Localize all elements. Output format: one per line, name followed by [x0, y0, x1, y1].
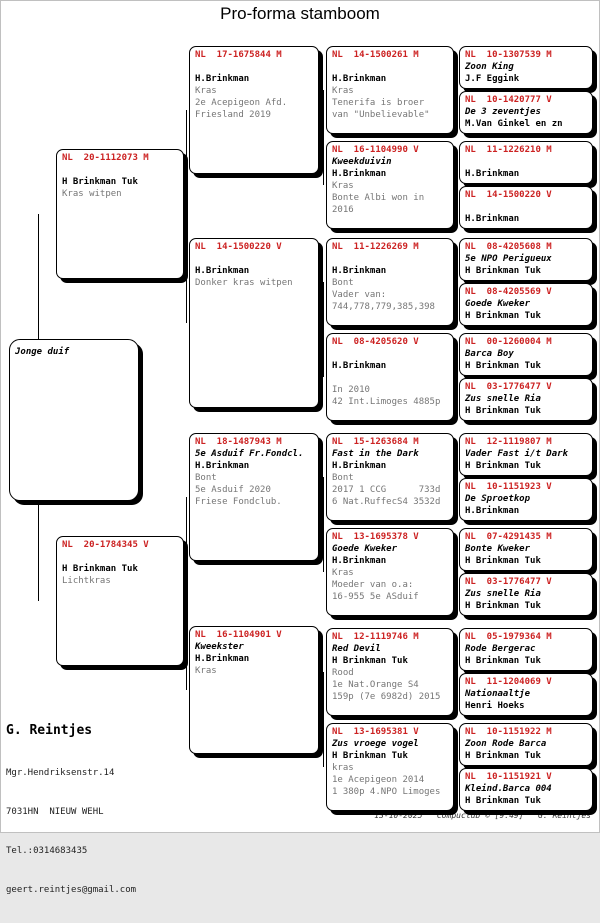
pigeon-name — [62, 165, 178, 177]
ring-number: NL 10-1420777 V — [465, 95, 552, 105]
owner-name: H.Brinkman — [332, 169, 387, 179]
owner-name: M.Van Ginkel en zn — [465, 119, 563, 129]
ring-number: NL 08-4205620 V — [332, 337, 419, 347]
pigeon-name: Kweekster — [195, 642, 244, 652]
pigeon-name: Bonte Kweker — [465, 544, 531, 554]
subject-box — [9, 339, 139, 501]
detail-line: Kras — [195, 666, 217, 676]
detail-line: Kras — [332, 86, 354, 96]
pedigree-box — [56, 536, 184, 666]
owner-name: H.Brinkman — [195, 74, 250, 84]
detail-line: Kras witpen — [62, 189, 122, 199]
owner-name: H.Brinkman — [332, 556, 387, 566]
pedigree-box — [326, 723, 454, 811]
connector-line — [456, 454, 457, 499]
footer-address-line: Mgr.Hendriksenstr.14 — [6, 768, 115, 778]
footer-owner-name: G. Reintjes — [6, 723, 93, 738]
connector-line — [456, 744, 457, 789]
connector-line — [323, 282, 324, 377]
detail-line: Bont — [332, 473, 354, 483]
owner-name: H Brinkman Tuk — [465, 796, 541, 806]
ring-number: NL 12-1119807 M — [465, 437, 552, 447]
pedigree-box — [459, 433, 593, 476]
pigeon-name — [332, 62, 448, 74]
ring-number: NL 10-1151923 V — [465, 482, 552, 492]
pigeon-name: De Sproetkop — [465, 494, 531, 504]
owner-name: H Brinkman Tuk — [465, 656, 541, 666]
pigeon-name — [332, 349, 448, 361]
pedigree-box — [459, 673, 593, 716]
pedigree-box — [189, 433, 319, 561]
owner-name: H.Brinkman — [332, 74, 387, 84]
pedigree-box — [459, 528, 593, 571]
connector-line — [456, 67, 457, 112]
owner-name: H Brinkman Tuk — [465, 556, 541, 566]
pigeon-name: Barca Boy — [465, 349, 514, 359]
connector-line — [456, 354, 457, 399]
owner-name: H.Brinkman — [332, 266, 387, 276]
detail-line: kras — [332, 763, 354, 773]
pedigree-box — [459, 478, 593, 521]
pigeon-name: Zus vroege vogel — [332, 739, 419, 749]
owner-name: H Brinkman Tuk — [332, 656, 408, 666]
pigeon-name: Vader Fast i/t Dark — [465, 449, 568, 459]
ring-number: NL 08-4205569 V — [465, 287, 552, 297]
ring-number: NL 08-4205608 M — [465, 242, 552, 252]
detail-line: Donker kras witpen — [195, 278, 293, 288]
owner-name: H.Brinkman — [465, 169, 520, 179]
detail-line: Friese Fondclub. — [195, 497, 282, 507]
ring-number: NL 00-1260004 M — [465, 337, 552, 347]
pigeon-name — [465, 202, 587, 214]
detail-line: Bonte Albi won in — [332, 193, 425, 203]
ring-number: NL 11-1226269 M — [332, 242, 419, 252]
detail-line: van "Unbelievable" — [332, 110, 430, 120]
pigeon-name — [465, 157, 587, 169]
detail-line: 1e Nat.Orange S4 — [332, 680, 419, 690]
owner-name: H Brinkman Tuk — [465, 311, 541, 321]
pigeon-name: 5e NPO Perigueux — [465, 254, 552, 264]
detail-line: 5e Asduif 2020 — [195, 485, 271, 495]
owner-name: H Brinkman Tuk — [465, 751, 541, 761]
owner-name: Henri Hoeks — [465, 701, 525, 711]
pigeon-name: Goede Kweker — [332, 544, 398, 554]
pedigree-box — [459, 186, 593, 229]
pigeon-name — [195, 62, 313, 74]
detail-line: Bont — [332, 278, 354, 288]
pedigree-box — [189, 626, 319, 754]
ring-number: NL 14-1500220 V — [195, 242, 282, 252]
ring-number: NL 13-1695381 V — [332, 727, 419, 737]
pigeon-name — [62, 552, 178, 564]
connector-line — [323, 477, 324, 572]
detail-line: Rood — [332, 668, 354, 678]
detail-line: 2e Acepigeon Afd. — [195, 98, 288, 108]
pedigree-box — [459, 723, 593, 766]
ring-number: NL 10-1307539 M — [465, 50, 552, 60]
ring-number: NL 16-1104990 V — [332, 145, 419, 155]
detail-line: Kras — [332, 568, 354, 578]
pedigree-box — [326, 528, 454, 616]
ring-number: NL 03-1776477 V — [465, 577, 552, 587]
connector-line — [456, 162, 457, 207]
footer-address-line: Tel.:0314683435 — [6, 846, 88, 856]
ring-number: NL 14-1500261 M — [332, 50, 419, 60]
pedigree-box — [459, 46, 593, 89]
pigeon-name: Zoon King — [465, 62, 514, 72]
pedigree-box — [459, 378, 593, 421]
ring-number: NL 13-1695378 V — [332, 532, 419, 542]
ring-number: NL 15-1263684 M — [332, 437, 419, 447]
owner-name: H.Brinkman — [195, 266, 250, 276]
pedigree-box — [459, 333, 593, 376]
pigeon-name: 5e Asduif Fr.Fondcl. — [195, 449, 304, 459]
owner-name: H.Brinkman — [465, 506, 520, 516]
detail-line: Kras — [195, 86, 217, 96]
footer-credit-line: 13-10-2025 Compuclub © [9.49] G. Reintjes — [374, 811, 591, 820]
pigeon-name: Nationaaltje — [465, 689, 531, 699]
pedigree-box — [56, 149, 184, 279]
detail-line: 1 380p 4.NPO Limoges — [332, 787, 441, 797]
connector-line — [186, 497, 187, 690]
detail-line: 1e Acepigeon 2014 — [332, 775, 425, 785]
owner-name: H.Brinkman — [195, 461, 250, 471]
ring-number: NL 17-1675844 M — [195, 50, 282, 60]
pedigree-box — [326, 238, 454, 326]
detail-line: Kras — [332, 181, 354, 191]
owner-name: H Brinkman Tuk — [465, 406, 541, 416]
owner-name: H Brinkman Tuk — [465, 266, 541, 276]
owner-name: H.Brinkman — [332, 461, 387, 471]
owner-name: H.Brinkman — [465, 214, 520, 224]
pigeon-name: Kweekduivin — [332, 157, 392, 167]
detail-line: 6 Nat.RuffecS4 3532d — [332, 497, 441, 507]
ring-number: NL 10-1151922 M — [465, 727, 552, 737]
detail-line: Bont — [195, 473, 217, 483]
pedigree-box — [326, 141, 454, 229]
ring-number: NL 18-1487943 M — [195, 437, 282, 447]
owner-name: H.Brinkman — [332, 361, 387, 371]
ring-number: NL 20-1112073 M — [62, 153, 149, 163]
ring-number: NL 03-1776477 V — [465, 382, 552, 392]
pedigree-box — [459, 141, 593, 184]
connector-line — [323, 672, 324, 767]
footer-address — [6, 741, 136, 923]
pedigree-box — [459, 91, 593, 134]
detail-line: Tenerifa is broer — [332, 98, 425, 108]
pigeon-name: Kleind.Barca 004 — [465, 784, 552, 794]
connector-line — [323, 90, 324, 185]
pedigree-box — [189, 238, 319, 408]
owner-name: H Brinkman Tuk — [332, 751, 408, 761]
ring-number: NL 05-1979364 M — [465, 632, 552, 642]
detail-line: 2016 — [332, 205, 354, 215]
pedigree-box — [326, 628, 454, 716]
pedigree-box — [326, 433, 454, 521]
detail-line: Vader van: — [332, 290, 387, 300]
ring-number: NL 14-1500220 V — [465, 190, 552, 200]
pigeon-name: De 3 zeventjes — [465, 107, 541, 117]
owner-name: H.Brinkman — [195, 654, 250, 664]
ring-number: NL 12-1119746 M — [332, 632, 419, 642]
page-title: Pro-forma stamboom — [220, 4, 380, 23]
connector-line — [456, 259, 457, 304]
footer-email: geert.reintjes@gmail.com — [6, 885, 137, 895]
pigeon-name — [332, 254, 448, 266]
ring-number: NL 20-1784345 V — [62, 540, 149, 550]
pigeon-name — [195, 254, 313, 266]
detail-line: Lichtkras — [62, 576, 111, 586]
owner-name: J.F Eggink — [465, 74, 520, 84]
pigeon-name: Red Devil — [332, 644, 381, 654]
pigeon-name: Rode Bergerac — [465, 644, 536, 654]
pedigree-box — [189, 46, 319, 174]
connector-line — [186, 110, 187, 323]
subject-name: Jonge duif — [15, 347, 70, 357]
connector-line — [456, 549, 457, 594]
detail-line: 42 Int.Limoges 4885p — [332, 397, 441, 407]
ring-number: NL 07-4291435 M — [465, 532, 552, 542]
connector-line — [456, 649, 457, 694]
pedigree-box — [459, 573, 593, 616]
footer-address-line: 7031HN NIEUW WEHL — [6, 807, 104, 817]
ring-number: NL 10-1151921 V — [465, 772, 552, 782]
pedigree-box — [326, 46, 454, 134]
pedigree-box — [459, 628, 593, 671]
pigeon-name: Goede Kweker — [465, 299, 531, 309]
pigeon-name: Zus snelle Ria — [465, 589, 541, 599]
owner-name: H Brinkman Tuk — [465, 461, 541, 471]
owner-name: H Brinkman Tuk — [62, 177, 138, 187]
detail-line: 159p (7e 6982d) 2015 — [332, 692, 441, 702]
detail-line: 2017 1 CCG 733d — [332, 485, 441, 495]
owner-name: H Brinkman Tuk — [465, 601, 541, 611]
detail-line: 16-955 5e ASduif — [332, 592, 419, 602]
detail-line: 744,778,779,385,398 — [332, 302, 435, 312]
pigeon-name: Fast in the Dark — [332, 449, 419, 459]
pigeon-name: Zoon Rode Barca — [465, 739, 547, 749]
owner-name: H Brinkman Tuk — [465, 361, 541, 371]
detail-line — [332, 373, 448, 385]
pedigree-box — [459, 283, 593, 326]
ring-number: NL 11-1204069 V — [465, 677, 552, 687]
ring-number: NL 16-1104901 V — [195, 630, 282, 640]
pigeon-name: Zus snelle Ria — [465, 394, 541, 404]
detail-line: Friesland 2019 — [195, 110, 271, 120]
pedigree-box — [459, 238, 593, 281]
detail-line: In 2010 — [332, 385, 370, 395]
ring-number: NL 11-1226210 M — [465, 145, 552, 155]
owner-name: H Brinkman Tuk — [62, 564, 138, 574]
pedigree-box — [326, 333, 454, 421]
pedigree-box — [459, 768, 593, 811]
detail-line: Moeder van o.a: — [332, 580, 414, 590]
